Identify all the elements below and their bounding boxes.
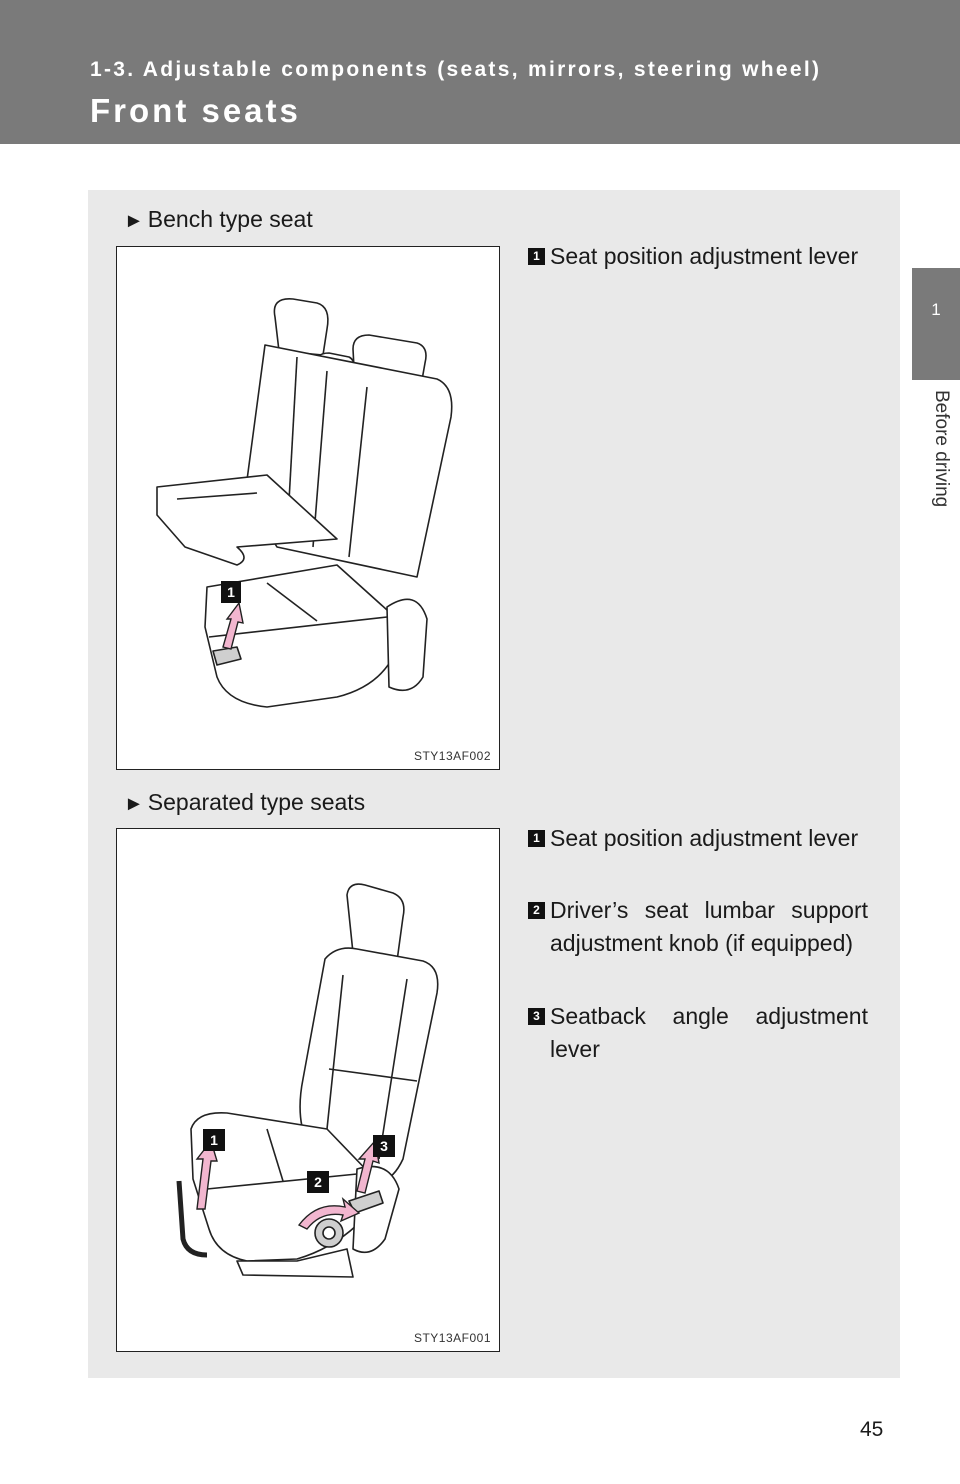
figure-code: STY13AF001 <box>413 1331 491 1345</box>
bench-seat-figure <box>116 246 500 770</box>
svg-text:2: 2 <box>314 1174 322 1190</box>
section-title: 1-3. Adjustable components (seats, mirrors, steering wheel) <box>90 58 822 81</box>
separated-legend-item-3: 3 Seatback angle adjustment lever <box>528 1000 868 1066</box>
chapter-label: Before driving <box>931 390 952 508</box>
svg-text:3: 3 <box>380 1138 388 1154</box>
number-badge-icon: 1 <box>528 248 545 265</box>
callout-3 <box>373 1135 395 1157</box>
figure-code: STY13AF002 <box>413 749 491 763</box>
separated-heading: ► Separated type seats <box>124 789 366 815</box>
bench-seat-illustration <box>117 247 501 771</box>
chapter-tab <box>912 268 960 380</box>
bench-heading: ► Bench type seat <box>124 206 313 232</box>
svg-text:1: 1 <box>227 584 235 600</box>
separated-seat-illustration <box>117 829 501 1353</box>
callout-1 <box>221 581 241 603</box>
page-title: Front seats <box>90 92 301 129</box>
chapter-number: 1 <box>931 300 941 319</box>
page-number: 45 <box>860 1418 884 1441</box>
number-badge-icon: 2 <box>528 902 545 919</box>
callout-1 <box>203 1129 225 1151</box>
separated-legend-item-1: 1 Seat position adjustment lever <box>528 822 868 855</box>
triangle-bullet-icon: ► <box>124 793 144 815</box>
separated-seat-figure <box>116 828 500 1352</box>
svg-text:1: 1 <box>210 1132 218 1148</box>
bench-legend-item-1: 1 Seat position adjustment lever <box>528 240 868 273</box>
number-badge-icon: 1 <box>528 830 545 847</box>
number-badge-icon: 3 <box>528 1008 545 1025</box>
separated-legend-item-2: 2 Driver’s seat lumbar support adjustment knob (if equipped) <box>528 894 868 960</box>
triangle-bullet-icon: ► <box>124 210 144 232</box>
callout-2 <box>307 1171 329 1193</box>
